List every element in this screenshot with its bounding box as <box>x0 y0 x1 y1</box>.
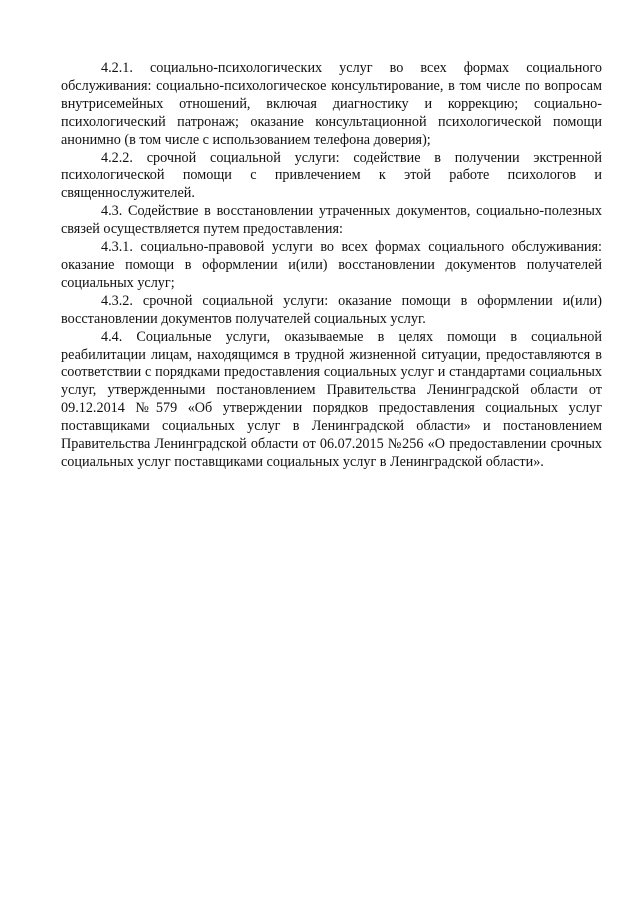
paragraph-4-2-1: 4.2.1. социально-психологических услуг во всех формах социального обслуживания: социально-психологическое консультирование, в том числе по вопросам внутрисемейных отношений, включая диагностику и коррекцию; социально-психологический патронаж; оказание консультационной психологической помощи анонимно (в том числе с использованием телефона доверия); <box>61 60 602 148</box>
paragraph-4-2-2: 4.2.2. срочной социальной услуги: содействие в получении экстренной психологической помощи с привлечением к этой работе психологов и священнослужителей. <box>61 149 602 202</box>
paragraph-4-3-2: 4.3.2. срочной социальной услуги: оказание помощи в оформлении и(или) восстановлении документов получателей социальных услуг. <box>61 292 602 327</box>
paragraph-4-3: 4.3. Содействие в восстановлении утраченных документов, социально-полезных связей осуществляется путем предоставления: <box>61 203 602 238</box>
paragraph-4-3-1: 4.3.1. социально-правовой услуги во всех формах социального обслуживания: оказание помощи в оформлении и(или) восстановлении документов получателей социальных услуг; <box>61 239 602 291</box>
paragraph-4-4: 4.4. Социальные услуги, оказываемые в целях помощи в социальной реабилитации лицам, находящимся в трудной жизненной ситуации, предоставляются в соответствии с порядками предоставления социальных услуг и стандартами социальных услуг, утвержденными постановлением Правительства Ленинградской области от 09.12.2014 №579 «Об утверждении порядков предоставления социальных услуг поставщиками социальных услуг в Ленинградской области» и постановлением Правительства Ленинградской области от 06.07.2015 №256 «О предоставлении срочных социальных услуг поставщиками социальных услуг в Ленинградской области». <box>61 328 602 470</box>
